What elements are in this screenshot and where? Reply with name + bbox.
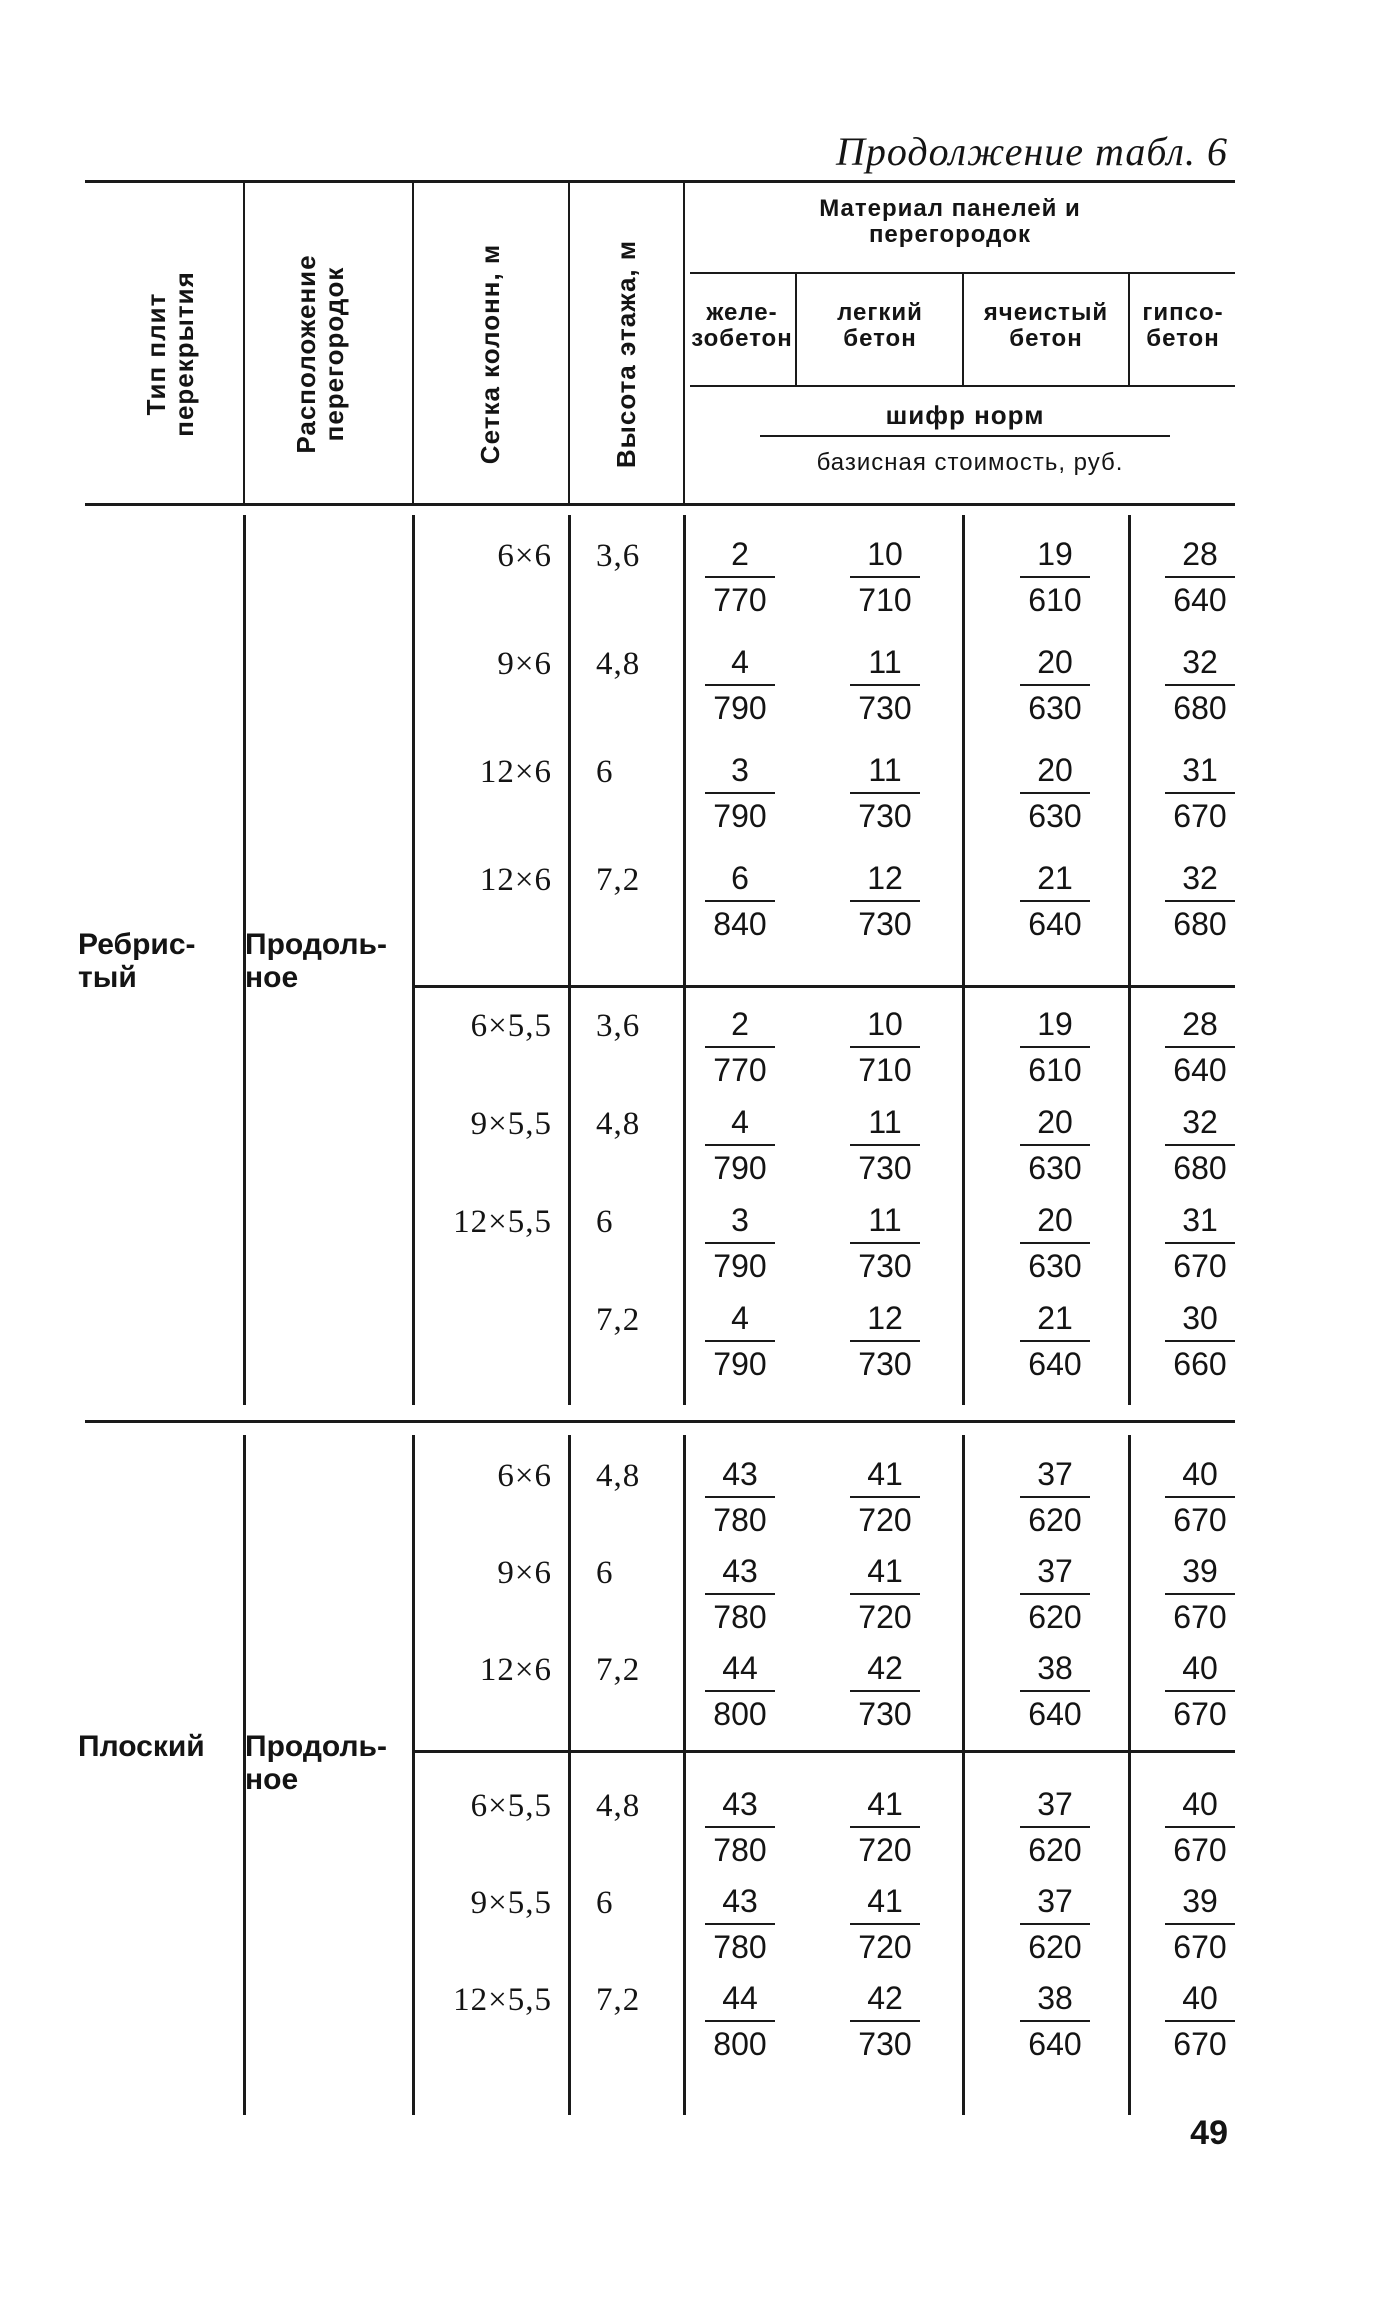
- base-cost: 620: [1028, 1502, 1082, 1538]
- header-bottom-rule: [85, 503, 1235, 506]
- group2-partition: [245, 1730, 387, 1796]
- group1-slab-type-line2: тый: [78, 961, 137, 994]
- column-grid-cell: 12×6: [479, 1652, 552, 1688]
- cost-fraction-cell: [1165, 1978, 1235, 2064]
- norm-code: 3: [705, 750, 775, 794]
- header-material-3-line1: ячеистый: [983, 299, 1109, 326]
- cost-fraction-cell: [705, 858, 775, 944]
- norm-code: 40: [1165, 1648, 1235, 1692]
- norm-code: 20: [1020, 750, 1090, 794]
- norm-code: 11: [850, 1102, 920, 1146]
- cost-fraction-cell: [1165, 1881, 1235, 1967]
- base-cost: 720: [858, 1832, 912, 1868]
- header-material-2: [800, 300, 960, 352]
- body-divider-6: [1128, 515, 1131, 1405]
- norm-code: 43: [705, 1881, 775, 1925]
- cost-fraction-cell: [850, 1454, 920, 1540]
- base-cost: 730: [858, 1346, 912, 1382]
- base-cost: 610: [1028, 1052, 1082, 1088]
- group1-slab-type: [78, 928, 196, 994]
- table-caption: Продолжение табл. 6: [835, 129, 1228, 174]
- norm-code: 41: [850, 1454, 920, 1498]
- group2-block-separator: [412, 1750, 1235, 1753]
- base-cost: 640: [1028, 1346, 1082, 1382]
- cost-fraction-cell: [850, 1102, 920, 1188]
- floor-height-cell: 6: [596, 1555, 614, 1591]
- header-material-4: [1131, 300, 1235, 352]
- cost-fraction-cell: [1165, 1102, 1235, 1188]
- norm-code: 41: [850, 1551, 920, 1595]
- cost-fraction-cell: [850, 1004, 920, 1090]
- cost-fraction-cell: [850, 1298, 920, 1384]
- base-cost: 630: [1028, 690, 1082, 726]
- cost-fraction-cell: [705, 1200, 775, 1286]
- group1-partition-line1: Продоль-: [245, 928, 387, 961]
- group2-partition-line1: Продоль-: [245, 1730, 387, 1763]
- body-divider-2: [412, 515, 415, 1405]
- group-separator: [85, 1420, 1235, 1423]
- body-divider-5: [962, 515, 965, 1405]
- column-grid-cell: 12×6: [479, 754, 552, 790]
- norm-code: 28: [1165, 1004, 1235, 1048]
- cost-fraction-cell: [705, 1551, 775, 1637]
- header-divider-2: [412, 180, 414, 503]
- base-cost: 730: [858, 1696, 912, 1732]
- base-cost: 620: [1028, 1832, 1082, 1868]
- column-grid-cell: 9×6: [497, 1555, 552, 1591]
- group1-partition: [245, 928, 387, 994]
- base-cost: 670: [1173, 1599, 1227, 1635]
- base-cost: 710: [858, 582, 912, 618]
- norm-code: 40: [1165, 1454, 1235, 1498]
- norm-code: 10: [850, 1004, 920, 1048]
- norm-code: 4: [705, 1102, 775, 1146]
- cost-fraction-cell: [850, 1200, 920, 1286]
- column-grid-cell: 12×6: [479, 862, 552, 898]
- group1-block-separator: [412, 985, 1235, 988]
- header-divider-6: [962, 272, 964, 385]
- base-cost: 790: [713, 1248, 767, 1284]
- norm-code: 10: [850, 534, 920, 578]
- norm-code: 21: [1020, 1298, 1090, 1342]
- body2-divider-4: [683, 1435, 686, 2115]
- base-cost: 680: [1173, 690, 1227, 726]
- base-cost: 680: [1173, 906, 1227, 942]
- norm-code: 40: [1165, 1784, 1235, 1828]
- cost-fraction-cell: [1165, 1551, 1235, 1637]
- cost-fraction-cell: [1165, 1200, 1235, 1286]
- group1-partition-line2: ное: [245, 961, 299, 994]
- base-cost: 710: [858, 1052, 912, 1088]
- norm-code: 20: [1020, 1200, 1090, 1244]
- norm-code: 28: [1165, 534, 1235, 578]
- norm-code: 12: [850, 1298, 920, 1342]
- header-material-2-line1: легкий: [837, 299, 923, 326]
- header-code-underline: [760, 435, 1170, 437]
- norm-code: 2: [705, 1004, 775, 1048]
- header-material-4-line1: гипсо-: [1142, 299, 1224, 326]
- base-cost: 670: [1173, 2026, 1227, 2062]
- base-cost: 730: [858, 2026, 912, 2062]
- norm-code: 20: [1020, 642, 1090, 686]
- floor-height-cell: 7,2: [596, 1982, 641, 2018]
- column-grid-cell: 9×6: [497, 646, 552, 682]
- norm-code: 12: [850, 858, 920, 902]
- norm-code: 37: [1020, 1454, 1090, 1498]
- cost-fraction-cell: [1020, 1648, 1090, 1734]
- norm-code: 37: [1020, 1551, 1090, 1595]
- body-divider-4: [683, 515, 686, 1405]
- base-cost: 620: [1028, 1599, 1082, 1635]
- column-grid-cell: 6×6: [497, 1458, 552, 1494]
- norm-code: 30: [1165, 1298, 1235, 1342]
- cost-fraction-cell: [1165, 1784, 1235, 1870]
- floor-height-cell: 7,2: [596, 1652, 641, 1688]
- cost-fraction-cell: [705, 1004, 775, 1090]
- base-cost: 640: [1028, 1696, 1082, 1732]
- norm-code: 39: [1165, 1551, 1235, 1595]
- group2-slab-type: [78, 1730, 205, 1763]
- cost-fraction-cell: [705, 1881, 775, 1967]
- header-floor-height: Высота этажа, м: [611, 239, 641, 469]
- body-divider-3: [568, 515, 571, 1405]
- cost-fraction-cell: [850, 642, 920, 728]
- norm-code: 20: [1020, 1102, 1090, 1146]
- norm-code: 42: [850, 1978, 920, 2022]
- cost-fraction-cell: [1020, 1551, 1090, 1637]
- cost-fraction-cell: [850, 1784, 920, 1870]
- base-cost: 720: [858, 1502, 912, 1538]
- cost-fraction-cell: [705, 1978, 775, 2064]
- cost-fraction-cell: [705, 1784, 775, 1870]
- cost-fraction-cell: [850, 1551, 920, 1637]
- column-grid-cell: 12×5,5: [453, 1982, 552, 2018]
- body2-divider-5: [962, 1435, 965, 2115]
- norm-code: 41: [850, 1881, 920, 1925]
- norm-code: 38: [1020, 1978, 1090, 2022]
- base-cost: 730: [858, 1150, 912, 1186]
- norm-code: 43: [705, 1454, 775, 1498]
- base-cost: 670: [1173, 798, 1227, 834]
- base-cost: 730: [858, 1248, 912, 1284]
- floor-height-cell: 7,2: [596, 1302, 641, 1338]
- norm-code: 42: [850, 1648, 920, 1692]
- cost-fraction-cell: [1020, 1978, 1090, 2064]
- base-cost: 660: [1173, 1346, 1227, 1382]
- base-cost: 670: [1173, 1929, 1227, 1965]
- group2-partition-line2: ное: [245, 1763, 299, 1796]
- norm-code: 38: [1020, 1648, 1090, 1692]
- header-divider-3: [568, 180, 570, 503]
- group1-slab-type-line1: Ребрис-: [78, 928, 196, 961]
- norm-code: 32: [1165, 642, 1235, 686]
- header-material-2-line2: бетон: [843, 325, 917, 352]
- header-material-group: Материал панелей и перегородок: [819, 195, 1081, 248]
- norm-code: 32: [1165, 1102, 1235, 1146]
- table-top-rule: [85, 180, 1235, 183]
- base-cost: 800: [713, 2026, 767, 2062]
- page-number: 49: [1190, 2114, 1228, 2152]
- header-material-1-line1: желе-: [706, 299, 778, 326]
- group2-slab-type-line1: Плоский: [78, 1730, 205, 1763]
- cost-fraction-cell: [1020, 642, 1090, 728]
- norm-code: 3: [705, 1200, 775, 1244]
- cost-fraction-cell: [1020, 1200, 1090, 1286]
- floor-height-cell: 6: [596, 754, 614, 790]
- header-slab-type-text: Тип плит перекрытия: [141, 271, 199, 437]
- base-cost: 630: [1028, 798, 1082, 834]
- base-cost: 670: [1173, 1696, 1227, 1732]
- base-cost: 770: [713, 1052, 767, 1088]
- cost-fraction-cell: [1020, 1102, 1090, 1188]
- base-cost: 730: [858, 798, 912, 834]
- floor-height-cell: 7,2: [596, 862, 641, 898]
- base-cost: 670: [1173, 1248, 1227, 1284]
- cost-fraction-cell: [1020, 858, 1090, 944]
- cost-fraction-cell: [850, 534, 920, 620]
- base-cost: 790: [713, 798, 767, 834]
- norm-code: 31: [1165, 1200, 1235, 1244]
- base-cost: 730: [858, 906, 912, 942]
- norm-code: 37: [1020, 1881, 1090, 1925]
- header-code-rule: [690, 385, 1235, 387]
- base-cost: 780: [713, 1832, 767, 1868]
- norm-code: 11: [850, 750, 920, 794]
- norm-code: 4: [705, 1298, 775, 1342]
- base-cost: 730: [858, 690, 912, 726]
- cost-fraction-cell: [705, 642, 775, 728]
- cost-fraction-cell: [1020, 1881, 1090, 1967]
- cost-fraction-cell: [1020, 1454, 1090, 1540]
- norm-code: 32: [1165, 858, 1235, 902]
- header-material-1: [688, 300, 796, 352]
- header-divider-7: [1128, 272, 1130, 385]
- floor-height-cell: 4,8: [596, 1458, 641, 1494]
- base-cost: 790: [713, 1150, 767, 1186]
- cost-fraction-cell: [850, 1881, 920, 1967]
- norm-code: 43: [705, 1784, 775, 1828]
- column-grid-cell: 6×6: [497, 538, 552, 574]
- cost-fraction-cell: [705, 534, 775, 620]
- header-material-1-line2: зобетон: [691, 325, 793, 352]
- base-cost: 670: [1173, 1832, 1227, 1868]
- cost-fraction-cell: [850, 750, 920, 836]
- norm-code: 19: [1020, 1004, 1090, 1048]
- base-cost: 620: [1028, 1929, 1082, 1965]
- floor-height-cell: 3,6: [596, 1008, 641, 1044]
- base-cost: 790: [713, 1346, 767, 1382]
- header-partition-layout-text: Расположение перегородок: [291, 254, 349, 454]
- floor-height-cell: 6: [596, 1885, 614, 1921]
- base-cost: 770: [713, 582, 767, 618]
- base-cost: 610: [1028, 582, 1082, 618]
- base-cost: 640: [1173, 582, 1227, 618]
- norm-code: 31: [1165, 750, 1235, 794]
- body2-divider-3: [568, 1435, 571, 2115]
- header-material-4-line2: бетон: [1146, 325, 1220, 352]
- column-grid-cell: 6×5,5: [470, 1788, 552, 1824]
- norm-code: 39: [1165, 1881, 1235, 1925]
- base-cost: 780: [713, 1599, 767, 1635]
- column-grid-cell: 9×5,5: [470, 1885, 552, 1921]
- base-cost: 680: [1173, 1150, 1227, 1186]
- base-cost: 640: [1028, 906, 1082, 942]
- cost-fraction-cell: [1020, 1004, 1090, 1090]
- cost-fraction-cell: [1165, 1454, 1235, 1540]
- header-divider-4: [683, 180, 685, 503]
- norm-code: 11: [850, 1200, 920, 1244]
- cost-fraction-cell: [1020, 534, 1090, 620]
- floor-height-cell: 4,8: [596, 1788, 641, 1824]
- cost-fraction-cell: [1020, 1298, 1090, 1384]
- norm-code: 41: [850, 1784, 920, 1828]
- header-material-3: [966, 300, 1126, 352]
- norm-code: 44: [705, 1648, 775, 1692]
- cost-fraction-cell: [850, 858, 920, 944]
- header-slab-type: [142, 209, 198, 499]
- header-divider-1: [243, 180, 245, 503]
- body2-divider-2: [412, 1435, 415, 2115]
- header-column-grid: Сетка колонн, м: [475, 243, 505, 465]
- cost-fraction-cell: [1165, 534, 1235, 620]
- cost-fraction-cell: [1165, 858, 1235, 944]
- norm-code: 37: [1020, 1784, 1090, 1828]
- base-cost: 630: [1028, 1248, 1082, 1284]
- cost-fraction-cell: [850, 1978, 920, 2064]
- norm-code: 6: [705, 858, 775, 902]
- cost-fraction-cell: [1165, 1298, 1235, 1384]
- cost-fraction-cell: [705, 1298, 775, 1384]
- floor-height-cell: 4,8: [596, 646, 641, 682]
- base-cost: 840: [713, 906, 767, 942]
- header-cost-label: базисная стоимость, руб.: [816, 449, 1124, 476]
- base-cost: 720: [858, 1599, 912, 1635]
- base-cost: 790: [713, 690, 767, 726]
- norm-code: 19: [1020, 534, 1090, 578]
- cost-fraction-cell: [1165, 750, 1235, 836]
- base-cost: 720: [858, 1929, 912, 1965]
- base-cost: 640: [1028, 2026, 1082, 2062]
- base-cost: 780: [713, 1502, 767, 1538]
- norm-code: 43: [705, 1551, 775, 1595]
- cost-fraction-cell: [1165, 642, 1235, 728]
- norm-code: 2: [705, 534, 775, 578]
- base-cost: 640: [1173, 1052, 1227, 1088]
- norm-code: 4: [705, 642, 775, 686]
- column-grid-cell: 12×5,5: [453, 1204, 552, 1240]
- header-partition-layout: [292, 209, 364, 499]
- cost-fraction-cell: [850, 1648, 920, 1734]
- cost-fraction-cell: [705, 1102, 775, 1188]
- base-cost: 630: [1028, 1150, 1082, 1186]
- floor-height-cell: 4,8: [596, 1106, 641, 1142]
- cost-fraction-cell: [705, 1648, 775, 1734]
- norm-code: 11: [850, 642, 920, 686]
- cost-fraction-cell: [1165, 1648, 1235, 1734]
- cost-fraction-cell: [705, 1454, 775, 1540]
- floor-height-cell: 6: [596, 1204, 614, 1240]
- column-grid-cell: 6×5,5: [470, 1008, 552, 1044]
- base-cost: 670: [1173, 1502, 1227, 1538]
- base-cost: 780: [713, 1929, 767, 1965]
- header-material-3-line2: бетон: [1009, 325, 1083, 352]
- norm-code: 44: [705, 1978, 775, 2022]
- floor-height-cell: 3,6: [596, 538, 641, 574]
- base-cost: 800: [713, 1696, 767, 1732]
- cost-fraction-cell: [1020, 750, 1090, 836]
- cost-fraction-cell: [1020, 1784, 1090, 1870]
- norm-code: 40: [1165, 1978, 1235, 2022]
- column-grid-cell: 9×5,5: [470, 1106, 552, 1142]
- cost-fraction-cell: [705, 750, 775, 836]
- header-code-label: шифр норм: [885, 400, 1045, 430]
- norm-code: 21: [1020, 858, 1090, 902]
- cost-fraction-cell: [1165, 1004, 1235, 1090]
- body2-divider-6: [1128, 1435, 1131, 2115]
